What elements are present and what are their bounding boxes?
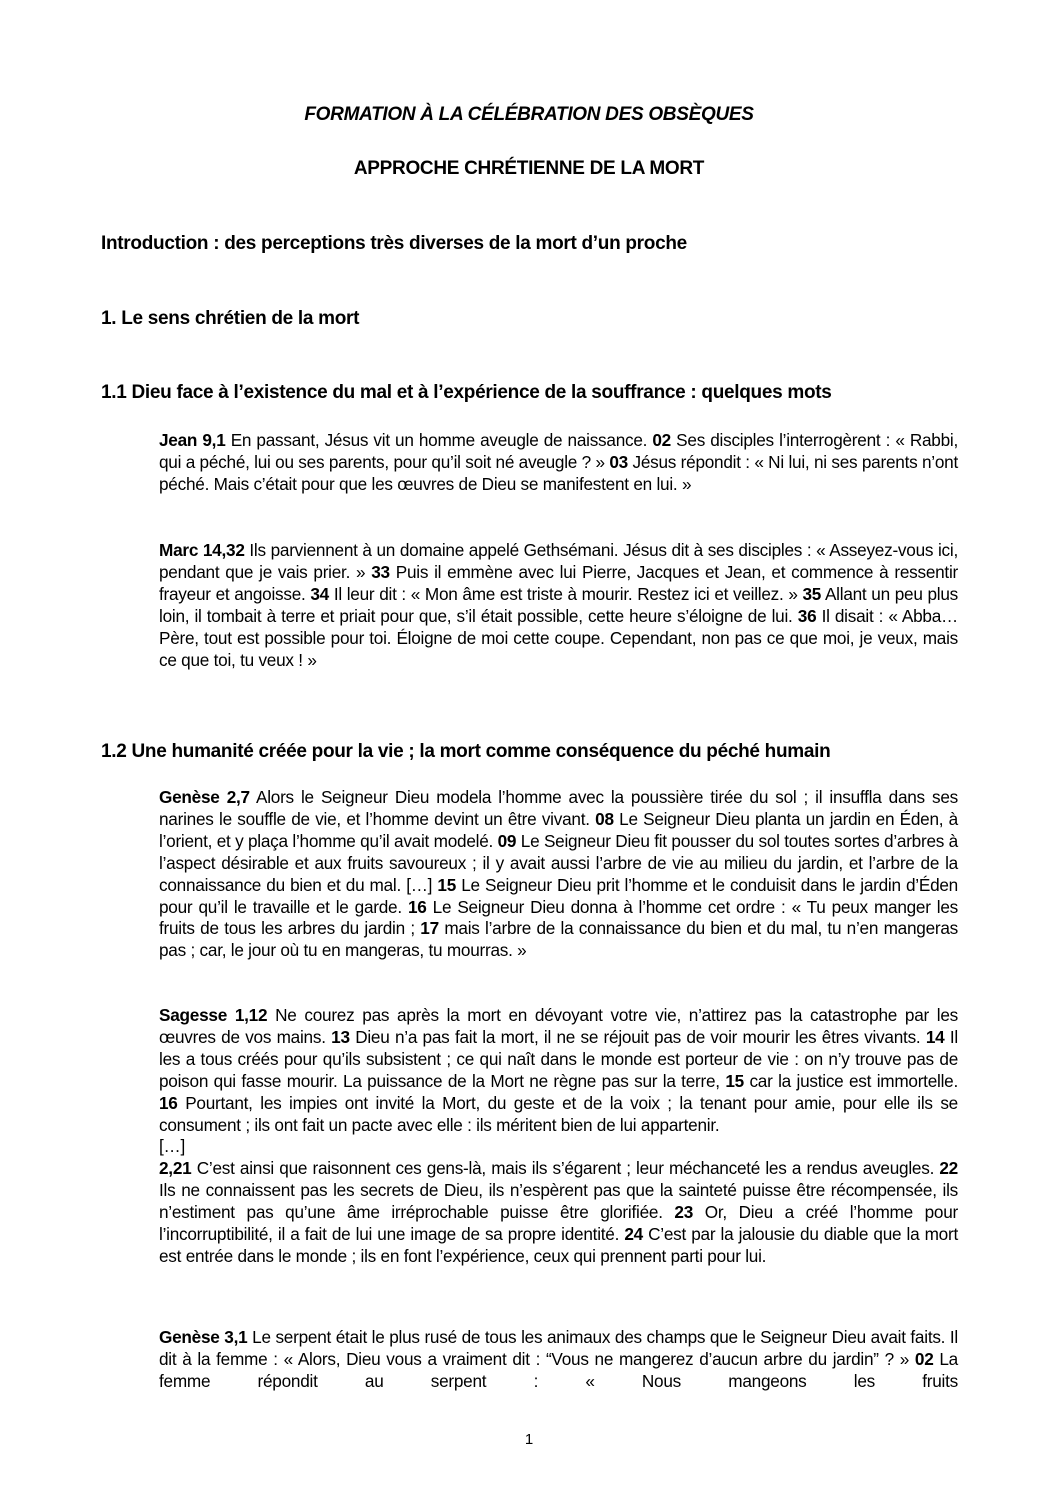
- document-subtitle: APPROCHE CHRÉTIENNE DE LA MORT: [353, 158, 705, 179]
- verse-text: Le Seigneur Dieu fit pousser du sol toutes sortes d’arbres à l’aspect désirable et aux fruits savoureux ; il y avait aussi l’arbre de vie au milieu du jardin, et l’arbre de la connaissance du bien et du mal. […]: [159, 830, 958, 895]
- verse-text: Il les a tous créés pour qu’ils subsistent ; ce qui naît dans le monde est porteur de vie : on n’y trouve pas de poison qui fasse mourir. La puissance de la Mort ne règne pas sur la terre,: [159, 1026, 958, 1091]
- verse-text: mais l’arbre de la connaissance du bien et du mal, tu n’en mangeras pas ; car, le jour où tu en mangeras, tu mourras. »: [159, 918, 959, 961]
- passage-genese-2: [159, 787, 958, 962]
- verse-text: Il disait : « Abba… Père, tout est possible pour toi. Éloigne de moi cette coupe. Cependant, non pas ce que moi, je veux, mais ce que toi, tu veux ! »: [159, 605, 958, 670]
- passage-text: [159, 1158, 958, 1268]
- verse-reference: Marc 14,32: [159, 540, 245, 560]
- verse-text: Le serpent était le plus rusé de tous les animaux des champs que le Seigneur Dieu avait faits. Il dit à la femme : « Alors, Dieu vous a vraiment dit : “Vous ne mangerez d’aucun arbre du jardin” ? »: [159, 1327, 958, 1369]
- verse-reference: 17: [420, 918, 439, 939]
- passage-text: [159, 1005, 958, 1136]
- verse-reference: 13: [331, 1026, 350, 1047]
- verse-reference: 33: [371, 561, 390, 582]
- passage-text: [159, 1327, 958, 1393]
- verse-reference: 34: [310, 583, 329, 604]
- verse-reference: 02: [652, 430, 671, 450]
- verse-reference: 16: [159, 1092, 178, 1113]
- verse-reference: 14: [925, 1026, 945, 1047]
- verse-reference: 22: [939, 1158, 958, 1179]
- passage-marc-14: [159, 540, 958, 671]
- verse-text: Ne courez pas après la mort en dévoyant votre vie, n’attirez pas la catastrophe par les œuvres de vos mains.: [159, 1005, 959, 1047]
- passage-text: [159, 430, 958, 496]
- section-1-heading: 1. Le sens chrétien de la mort: [101, 308, 360, 329]
- verse-text: Allant un peu plus loin, il tombait à terre et priait pour que, s’il était possible, cette heure s’éloigne de lui.: [159, 583, 958, 626]
- verse-reference: 09: [497, 830, 517, 851]
- verse-reference: Genèse 3,1: [159, 1327, 248, 1347]
- verse-text: Ses disciples l’interrogèrent : « Rabbi, qui a péché, lui ou ses parents, pour qu’il soit né aveugle ? »: [159, 430, 958, 472]
- section-1-2-heading: 1.2 Une humanité créée pour la vie ; la mort comme conséquence du péché humain: [101, 741, 831, 762]
- verse-text: C’est ainsi que raisonnent ces gens-là, mais ils s’égarent ; leur méchanceté les a rendus aveugles.: [191, 1158, 940, 1179]
- ellipsis: […]: [159, 1136, 185, 1157]
- verse-reference: 35: [802, 583, 822, 604]
- verse-reference: 03: [609, 451, 628, 472]
- verse-reference: 15: [725, 1070, 744, 1091]
- passage-genese-3: [159, 1327, 958, 1393]
- verse-reference: 2,21: [159, 1158, 192, 1179]
- verse-text: Or, Dieu a créé l’homme pour l’incorruptibilité, il a fait de lui une image de sa propre identité.: [159, 1202, 958, 1245]
- verse-text: Il leur dit : « Mon âme est triste à mourir. Restez ici et veillez. »: [329, 583, 803, 604]
- verse-reference: 24: [624, 1224, 643, 1245]
- verse-text: Le Seigneur Dieu planta un jardin en Éden, à l’orient, et y plaça l’homme qu’il avait modelé.: [159, 808, 958, 851]
- section-1-1-heading: 1.1 Dieu face à l’existence du mal et à l’expérience de la souffrance : quelques mots: [101, 382, 832, 403]
- verse-reference: 23: [674, 1202, 694, 1223]
- passage-text: [159, 540, 958, 671]
- verse-text: Le Seigneur Dieu prit l’homme et le conduisit dans le jardin d’Éden pour qu’il le travaille et le garde.: [159, 874, 958, 917]
- verse-text: Ils ne connaissent pas les secrets de Dieu, ils n’espèrent pas que la sainteté puisse être récompensée, ils n’estiment pas qu’une âme irréprochable puisse être glorifiée.: [159, 1180, 958, 1223]
- verse-text: Pourtant, les impies ont invité la Mort, du geste et de la voix ; la tenant pour amie, pour elle ils se consument ; ils ont fait un pacte avec elle : ils méritent bien de lui appartenir.: [159, 1092, 958, 1135]
- verse-reference: Jean 9,1: [159, 430, 226, 450]
- verse-text: La femme répondit au serpent : « Nous mangeons les fruits: [159, 1348, 958, 1391]
- verse-text: Jésus répondit : « Ni lui, ni ses parents n’ont péché. Mais c’était pour que les œuvres de Dieu se manifestent en lui. »: [159, 451, 959, 494]
- verse-reference: Genèse 2,7: [159, 787, 250, 807]
- verse-text: Le Seigneur Dieu donna à l’homme cet ordre : « Tu peux manger les fruits de tous les arbres du jardin ;: [159, 896, 959, 939]
- introduction-heading: Introduction : des perceptions très diverses de la mort d’un proche: [101, 233, 687, 254]
- passage-jean-9: [159, 430, 958, 496]
- verse-reference: 36: [797, 605, 817, 626]
- verse-text: Puis il emmène avec lui Pierre, Jacques et Jean, et commence à ressentir frayeur et angoisse.: [159, 561, 958, 604]
- passage-text: [159, 787, 958, 962]
- passage-sagesse: [159, 1005, 958, 1268]
- verse-text: Ils parviennent à un domaine appelé Gethsémani. Jésus dit à ses disciples : « Asseyez-vous ici, pendant que je vais prier. »: [159, 540, 958, 582]
- verse-text: Alors le Seigneur Dieu modela l’homme avec la poussière tirée du sol ; il insuffla dans ses narines le souffle de vie, et l’homme devint un être vivant.: [159, 787, 958, 829]
- verse-reference: 02: [914, 1348, 934, 1369]
- document-title: FORMATION À LA CÉLÉBRATION DES OBSÈQUES: [304, 104, 754, 125]
- verse-reference: 16: [407, 896, 427, 917]
- verse-text: car la justice est immortelle.: [743, 1070, 958, 1091]
- page-number: 1: [524, 1431, 534, 1448]
- verse-text: Dieu n’a pas fait la mort, il ne se réjouit pas de voir mourir les êtres vivants.: [349, 1026, 926, 1047]
- verse-reference: Sagesse 1,12: [159, 1005, 268, 1025]
- verse-text: C’est par la jalousie du diable que la mort est entrée dans le monde ; ils en font l’expérience, ceux qui prennent parti pour lui.: [159, 1224, 958, 1266]
- verse-reference: 08: [595, 808, 614, 829]
- verse-reference: 15: [437, 874, 457, 895]
- verse-text: En passant, Jésus vit un homme aveugle de naissance.: [225, 430, 653, 450]
